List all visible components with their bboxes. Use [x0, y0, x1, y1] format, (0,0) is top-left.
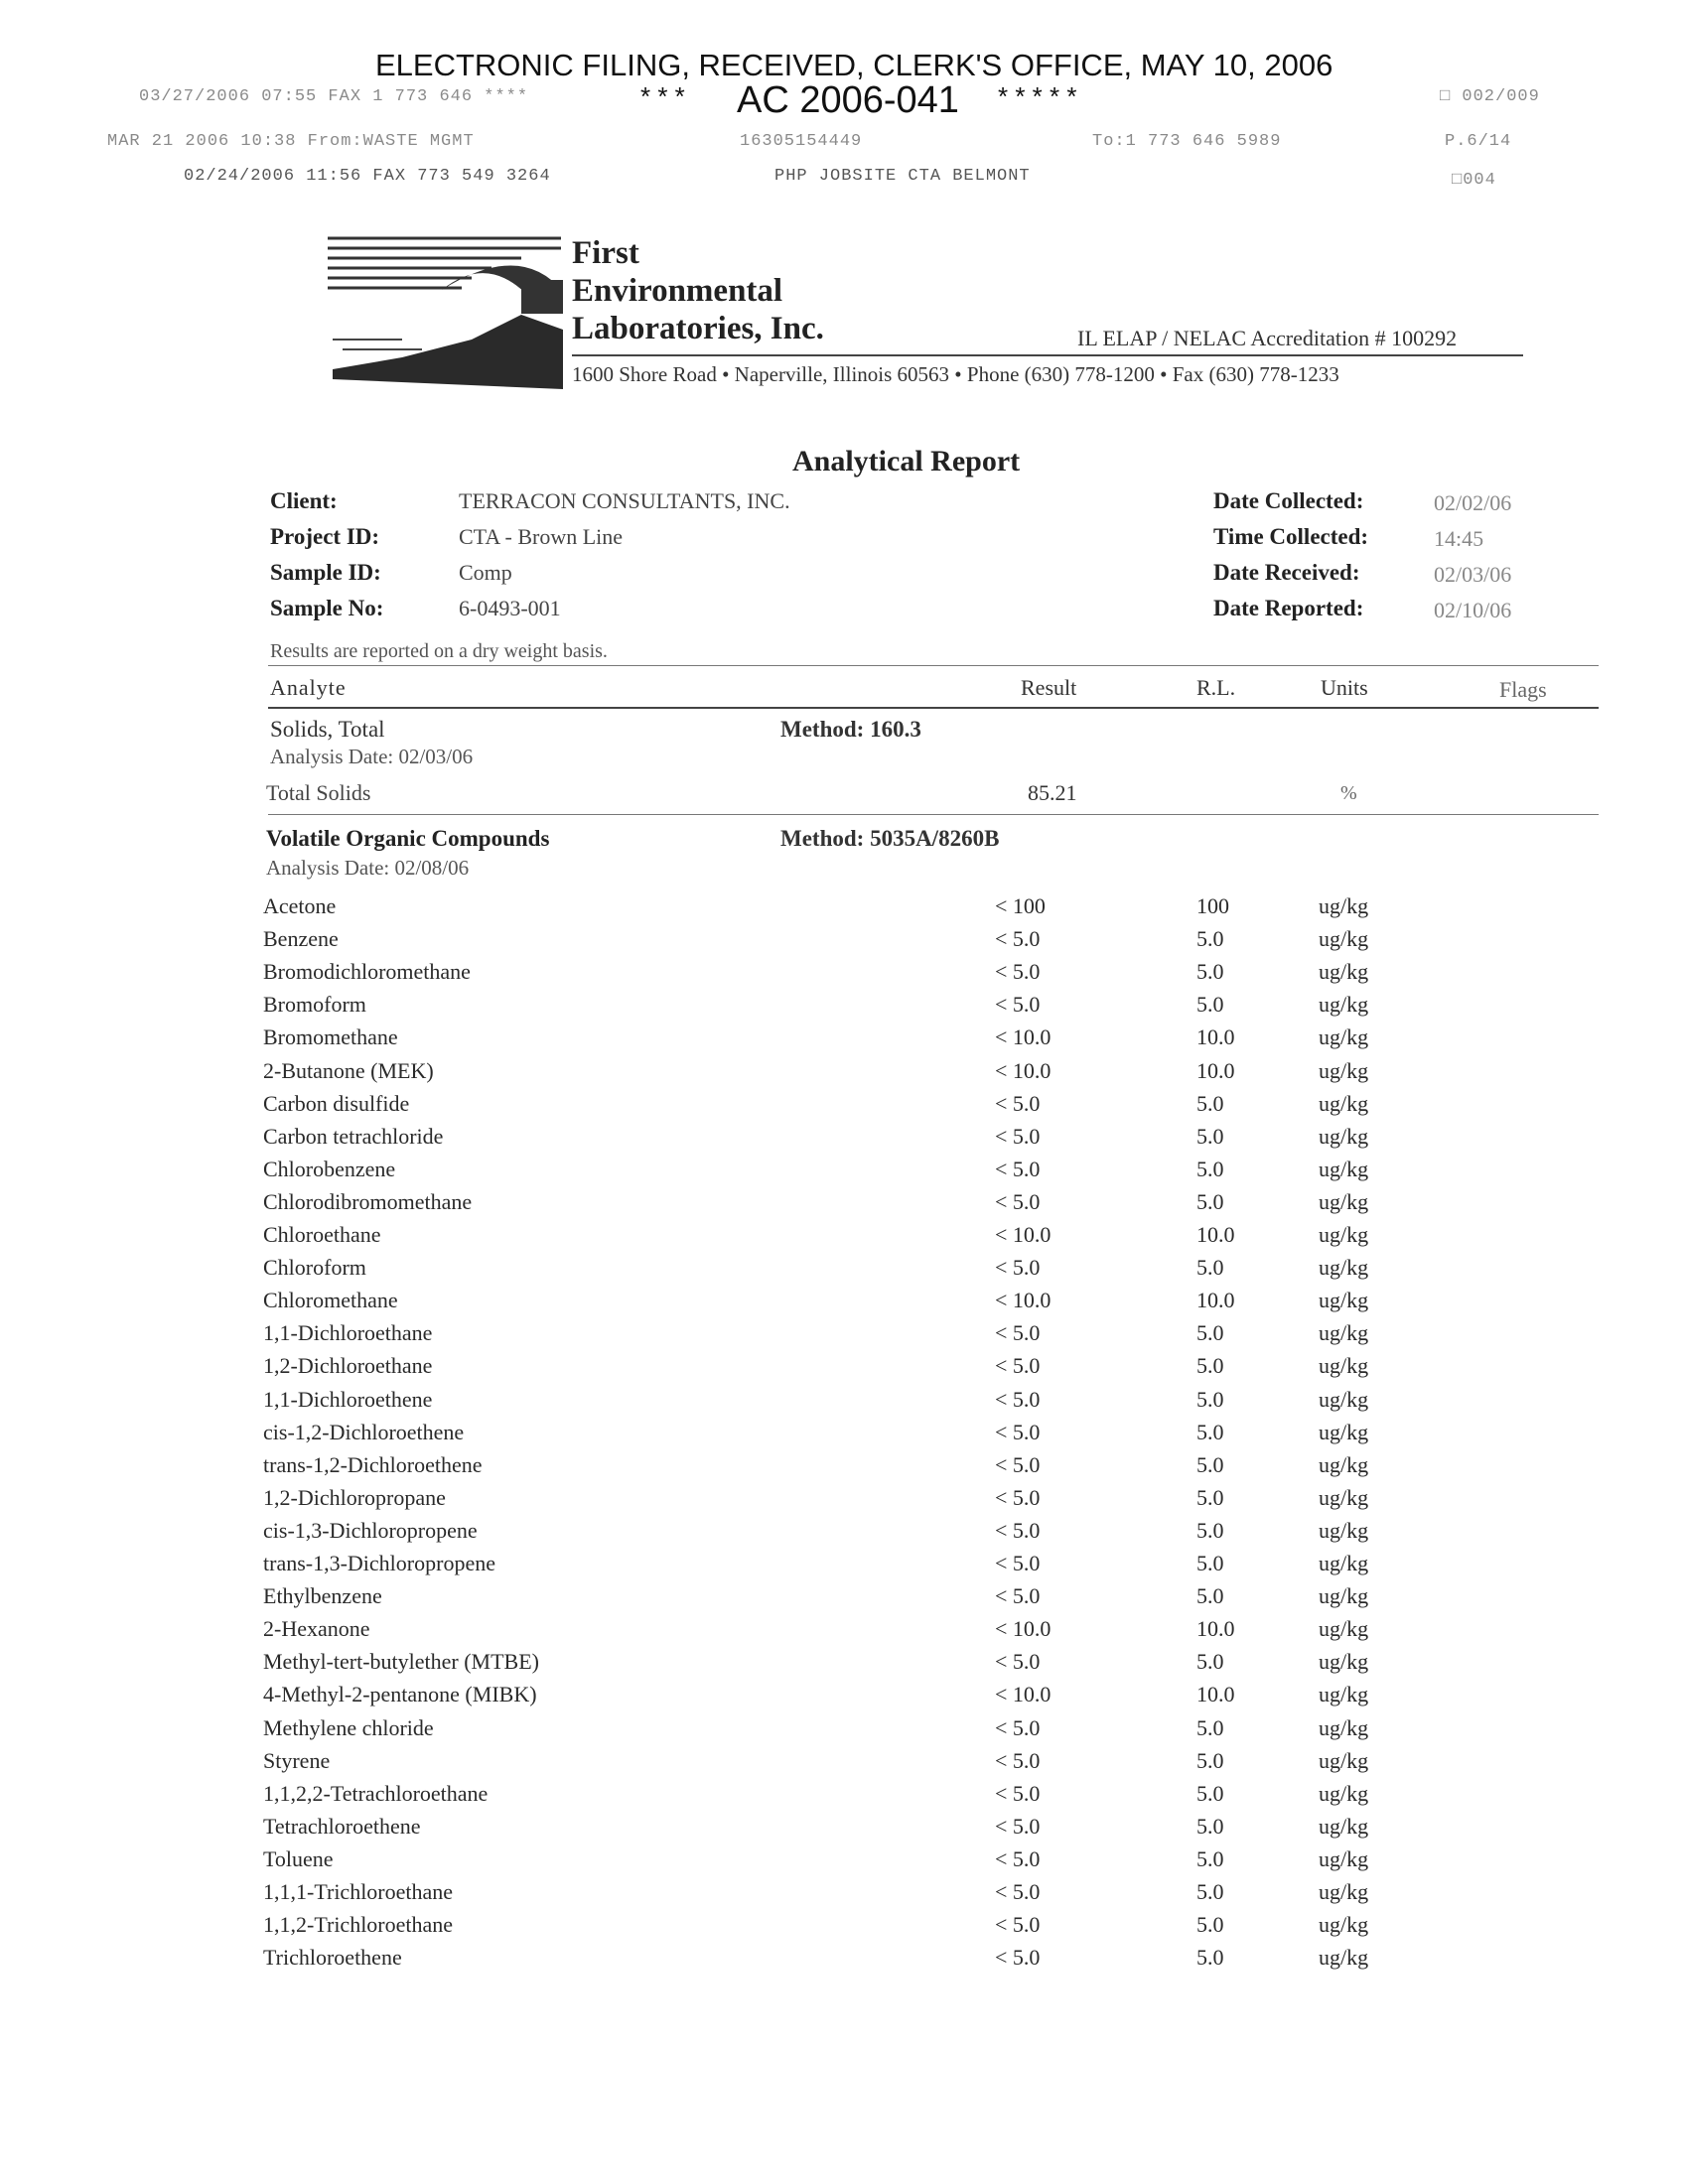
solids-rule: [268, 814, 1599, 815]
fax-page-number: 002/009: [1462, 87, 1540, 106]
rl-cell: 10.0: [1196, 1222, 1235, 1247]
analyte-cell: Bromomethane: [263, 1024, 398, 1050]
column-result: Result: [1021, 675, 1077, 700]
result-cell: < 10.0: [995, 1057, 1052, 1083]
result-cell: < 5.0: [995, 1813, 1041, 1839]
table-row: [0, 1058, 1684, 1091]
fax-line-3-mid: PHP JOBSITE CTA BELMONT: [774, 167, 1031, 186]
table-row: [0, 1255, 1684, 1288]
result-cell: < 5.0: [995, 1912, 1041, 1938]
result-cell: < 5.0: [995, 1551, 1041, 1575]
analyte-cell: 1,2-Dichloropropane: [263, 1484, 446, 1510]
analyte-cell: Toluene: [263, 1845, 334, 1871]
result-cell: < 5.0: [995, 1188, 1041, 1214]
table-row: [0, 1124, 1684, 1157]
table-row: [0, 1091, 1684, 1124]
analyte-cell: Bromodichloromethane: [263, 959, 471, 985]
date-collected-value: 02/02/06: [1434, 490, 1512, 515]
fax-stars-left: * * *: [640, 81, 685, 111]
result-cell: < 5.0: [995, 1747, 1041, 1773]
analyte-cell: Chloromethane: [263, 1288, 398, 1313]
analyte-cell: 1,1,2-Trichloroethane: [263, 1912, 454, 1938]
units-cell: ug/kg: [1319, 1288, 1369, 1313]
voc-method: Method: 5035A/8260B: [780, 826, 1000, 851]
units-cell: ug/kg: [1319, 893, 1369, 918]
fax-page-number-2: 004: [1463, 171, 1496, 190]
analyte-cell: Bromoform: [263, 992, 366, 1018]
table-row: [0, 1682, 1684, 1714]
lab-name-line-2: Environmental: [572, 273, 783, 309]
table-row: [0, 1189, 1684, 1222]
fax-line-1-left: 03/27/2006 07:55 FAX 1 773 646 ****: [139, 87, 529, 106]
column-header-rule: [268, 707, 1599, 709]
result-cell: < 10.0: [995, 1682, 1052, 1707]
result-cell: < 5.0: [995, 926, 1041, 952]
rl-cell: 5.0: [1196, 926, 1224, 952]
result-cell: < 5.0: [995, 1879, 1041, 1904]
table-row: [0, 959, 1684, 992]
units-cell: ug/kg: [1319, 1813, 1369, 1839]
date-reported-label: Date Reported:: [1213, 596, 1364, 620]
table-row: [0, 1846, 1684, 1879]
lab-name-line-3: Laboratories, Inc.: [572, 311, 824, 346]
units-cell: ug/kg: [1319, 1320, 1369, 1346]
analyte-cell: 4-Methyl-2-pentanone (MIBK): [263, 1682, 537, 1707]
units-cell: ug/kg: [1319, 1517, 1369, 1543]
client-value: TERRACON CONSULTANTS, INC.: [459, 488, 790, 513]
result-cell: < 10.0: [995, 1024, 1052, 1050]
report-title: Analytical Report: [792, 445, 1021, 478]
result-cell: < 5.0: [995, 1090, 1041, 1116]
units-cell: ug/kg: [1319, 1451, 1369, 1477]
table-row: [0, 1781, 1684, 1814]
rl-cell: 5.0: [1196, 1714, 1224, 1740]
analyte-cell: 1,1-Dichloroethene: [263, 1386, 433, 1412]
basis-underline: [268, 665, 1599, 666]
analyte-cell: Benzene: [263, 926, 339, 952]
rl-cell: 5.0: [1196, 1320, 1224, 1346]
column-rl: R.L.: [1196, 675, 1236, 700]
table-row: [0, 1715, 1684, 1748]
rl-cell: 5.0: [1196, 1649, 1224, 1675]
table-row: [0, 1912, 1684, 1945]
analyte-cell: Ethylbenzene: [263, 1583, 382, 1609]
lab-address: 1600 Shore Road • Naperville, Illinois 60563 • Phone (630) 778-1200 • Fax (630) 778-1233: [572, 362, 1339, 386]
client-label: Client:: [270, 488, 338, 513]
fax-line-2-mid: 16305154449: [740, 132, 863, 151]
table-row: [0, 1452, 1684, 1485]
analyte-cell: trans-1,2-Dichloroethene: [263, 1451, 483, 1477]
analyte-cell: Chlorobenzene: [263, 1156, 396, 1181]
result-cell: < 5.0: [995, 959, 1041, 985]
rl-cell: 5.0: [1196, 1780, 1224, 1806]
rl-cell: 10.0: [1196, 1057, 1235, 1083]
fax-line-3-page: [1452, 171, 1496, 190]
table-row: [0, 1814, 1684, 1846]
result-cell: < 5.0: [995, 1583, 1041, 1609]
units-cell: ug/kg: [1319, 1616, 1369, 1642]
fax-line-1-page: [1440, 87, 1540, 106]
units-cell: ug/kg: [1319, 1879, 1369, 1904]
sample-id-value: Comp: [459, 560, 512, 585]
logo-divider: [572, 354, 1523, 356]
units-cell: ug/kg: [1319, 1551, 1369, 1575]
analyte-cell: trans-1,3-Dichloropropene: [263, 1551, 495, 1575]
units-cell: ug/kg: [1319, 1123, 1369, 1149]
case-number: AC 2006-041: [737, 79, 959, 121]
table-row: [0, 1485, 1684, 1518]
table-row: [0, 1353, 1684, 1386]
rl-cell: 5.0: [1196, 992, 1224, 1018]
result-cell: < 5.0: [995, 1320, 1041, 1346]
rl-cell: 5.0: [1196, 1123, 1224, 1149]
analyte-cell: 1,2-Dichloroethane: [263, 1353, 433, 1379]
solids-method: Method: 160.3: [780, 717, 921, 742]
rl-cell: 5.0: [1196, 1386, 1224, 1412]
result-cell: < 5.0: [995, 1649, 1041, 1675]
analyte-cell: 1,1,2,2-Tetrachloroethane: [263, 1780, 489, 1806]
sample-no-value: 6-0493-001: [459, 596, 561, 620]
analyte-cell: Acetone: [263, 893, 337, 918]
table-row: [0, 1583, 1684, 1616]
result-cell: < 5.0: [995, 1714, 1041, 1740]
rl-cell: 5.0: [1196, 1845, 1224, 1871]
units-cell: ug/kg: [1319, 1353, 1369, 1379]
dry-weight-note: Results are reported on a dry weight basis.: [270, 640, 608, 662]
units-cell: ug/kg: [1319, 1747, 1369, 1773]
fax-line-3-left: 02/24/2006 11:56 FAX 773 549 3264: [184, 167, 551, 186]
units-cell: ug/kg: [1319, 1255, 1369, 1281]
time-collected-label: Time Collected:: [1213, 524, 1369, 549]
table-row: [0, 1024, 1684, 1057]
result-cell: < 5.0: [995, 1780, 1041, 1806]
project-id-label: Project ID:: [270, 524, 380, 549]
fax-page-icon-2: □: [1452, 171, 1464, 190]
rl-cell: 5.0: [1196, 1747, 1224, 1773]
rl-cell: 5.0: [1196, 1517, 1224, 1543]
rl-cell: 5.0: [1196, 1484, 1224, 1510]
analyte-cell: 2-Hexanone: [263, 1616, 370, 1642]
units-cell: ug/kg: [1319, 1583, 1369, 1609]
analyte-cell: 2-Butanone (MEK): [263, 1057, 434, 1083]
units-cell: ug/kg: [1319, 1845, 1369, 1871]
units-cell: ug/kg: [1319, 1419, 1369, 1444]
table-row: [0, 1222, 1684, 1255]
result-cell: < 5.0: [995, 1123, 1041, 1149]
result-cell: < 5.0: [995, 1451, 1041, 1477]
analyte-cell: Chloroform: [263, 1255, 366, 1281]
result-cell: < 5.0: [995, 992, 1041, 1018]
units-cell: ug/kg: [1319, 959, 1369, 985]
result-cell: < 5.0: [995, 1255, 1041, 1281]
filing-stamp: ELECTRONIC FILING, RECEIVED, CLERK'S OFFICE, MAY 10, 2006: [375, 48, 1333, 82]
units-cell: ug/kg: [1319, 1156, 1369, 1181]
table-row: [0, 1945, 1684, 1978]
date-collected-label: Date Collected:: [1213, 488, 1364, 513]
units-cell: ug/kg: [1319, 1222, 1369, 1247]
table-row: [0, 926, 1684, 959]
result-cell: < 10.0: [995, 1222, 1052, 1247]
lab-name-line-1: First: [572, 235, 639, 271]
fax-stars-right: * * * * *: [998, 81, 1077, 111]
result-cell: < 5.0: [995, 1517, 1041, 1543]
solids-result: 85.21: [1028, 780, 1077, 805]
analyte-cell: Carbon disulfide: [263, 1090, 410, 1116]
units-cell: ug/kg: [1319, 1780, 1369, 1806]
rl-cell: 5.0: [1196, 1879, 1224, 1904]
result-cell: < 10.0: [995, 1616, 1052, 1642]
rl-cell: 5.0: [1196, 1255, 1224, 1281]
units-cell: ug/kg: [1319, 1024, 1369, 1050]
analyte-cell: Methyl-tert-butylether (MTBE): [263, 1649, 539, 1675]
rl-cell: 10.0: [1196, 1682, 1235, 1707]
result-cell: < 5.0: [995, 1484, 1041, 1510]
table-row: [0, 992, 1684, 1024]
date-received-label: Date Received:: [1213, 560, 1360, 585]
rl-cell: 10.0: [1196, 1024, 1235, 1050]
column-flags: Flags: [1499, 677, 1547, 702]
rl-cell: 5.0: [1196, 1551, 1224, 1575]
table-row: [0, 1157, 1684, 1189]
rl-cell: 5.0: [1196, 1419, 1224, 1444]
analyte-cell: Chlorodibromomethane: [263, 1188, 473, 1214]
analyte-cell: cis-1,2-Dichloroethene: [263, 1419, 465, 1444]
units-cell: ug/kg: [1319, 1649, 1369, 1675]
rl-cell: 5.0: [1196, 1583, 1224, 1609]
analyte-cell: Methylene chloride: [263, 1714, 434, 1740]
result-cell: < 5.0: [995, 1353, 1041, 1379]
units-cell: ug/kg: [1319, 1945, 1369, 1971]
column-units: Units: [1321, 675, 1368, 700]
rl-cell: 100: [1196, 893, 1229, 918]
analyte-cell: Styrene: [263, 1747, 331, 1773]
table-row: [0, 1320, 1684, 1353]
voc-section-title: Volatile Organic Compounds: [266, 826, 550, 851]
table-row: [0, 1551, 1684, 1583]
fax-page-icon: □: [1440, 87, 1452, 106]
time-collected-value: 14:45: [1434, 526, 1484, 551]
accreditation: IL ELAP / NELAC Accreditation # 100292: [1077, 326, 1458, 350]
rl-cell: 5.0: [1196, 1090, 1224, 1116]
sample-id-label: Sample ID:: [270, 560, 381, 585]
units-cell: ug/kg: [1319, 1484, 1369, 1510]
table-row: [0, 1288, 1684, 1320]
analyte-cell: cis-1,3-Dichloropropene: [263, 1517, 478, 1543]
column-analyte: Analyte: [270, 675, 347, 700]
units-cell: ug/kg: [1319, 1386, 1369, 1412]
table-row: [0, 1616, 1684, 1649]
rl-cell: 10.0: [1196, 1616, 1235, 1642]
rl-cell: 5.0: [1196, 1353, 1224, 1379]
date-reported-value: 02/10/06: [1434, 598, 1512, 622]
analyte-cell: Trichloroethene: [263, 1945, 402, 1971]
result-cell: < 5.0: [995, 1845, 1041, 1871]
rl-cell: 5.0: [1196, 1813, 1224, 1839]
project-id-value: CTA - Brown Line: [459, 524, 624, 549]
analyte-cell: 1,1,1-Trichloroethane: [263, 1879, 454, 1904]
table-row: [0, 893, 1684, 926]
units-cell: ug/kg: [1319, 1682, 1369, 1707]
fax-line-2-left: MAR 21 2006 10:38 From:WASTE MGMT: [107, 132, 475, 151]
units-cell: ug/kg: [1319, 1188, 1369, 1214]
table-row: [0, 1420, 1684, 1452]
fax-line-2-to: To:1 773 646 5989: [1092, 132, 1282, 151]
analyte-cell: Tetrachloroethene: [263, 1813, 421, 1839]
solids-analysis-date: Analysis Date: 02/03/06: [270, 745, 474, 768]
rl-cell: 5.0: [1196, 1156, 1224, 1181]
table-row: [0, 1387, 1684, 1420]
result-cell: < 10.0: [995, 1288, 1052, 1313]
result-cell: < 5.0: [995, 1945, 1041, 1971]
units-cell: ug/kg: [1319, 1090, 1369, 1116]
solids-section-title: Solids, Total: [270, 717, 385, 742]
table-row: [0, 1879, 1684, 1912]
rl-cell: 10.0: [1196, 1288, 1235, 1313]
fax-line-2-right: P.6/14: [1445, 132, 1512, 151]
date-received-value: 02/03/06: [1434, 562, 1512, 587]
table-row: [0, 1748, 1684, 1781]
result-cell: < 100: [995, 893, 1046, 918]
analyte-cell: Carbon tetrachloride: [263, 1123, 444, 1149]
voc-analysis-date: Analysis Date: 02/08/06: [266, 856, 470, 880]
units-cell: ug/kg: [1319, 1714, 1369, 1740]
result-cell: < 5.0: [995, 1156, 1041, 1181]
result-cell: < 5.0: [995, 1386, 1041, 1412]
units-cell: ug/kg: [1319, 926, 1369, 952]
analyte-cell: 1,1-Dichloroethane: [263, 1320, 433, 1346]
table-row: [0, 1518, 1684, 1551]
rl-cell: 5.0: [1196, 959, 1224, 985]
lab-logo-icon: [323, 230, 563, 401]
rl-cell: 5.0: [1196, 1912, 1224, 1938]
rl-cell: 5.0: [1196, 1451, 1224, 1477]
units-cell: ug/kg: [1319, 1057, 1369, 1083]
sample-no-label: Sample No:: [270, 596, 384, 620]
table-row: [0, 1649, 1684, 1682]
solids-units: %: [1340, 782, 1357, 804]
result-cell: < 5.0: [995, 1419, 1041, 1444]
rl-cell: 5.0: [1196, 1945, 1224, 1971]
solids-analyte: Total Solids: [266, 780, 371, 805]
units-cell: ug/kg: [1319, 1912, 1369, 1938]
rl-cell: 5.0: [1196, 1188, 1224, 1214]
analyte-cell: Chloroethane: [263, 1222, 381, 1247]
units-cell: ug/kg: [1319, 992, 1369, 1018]
